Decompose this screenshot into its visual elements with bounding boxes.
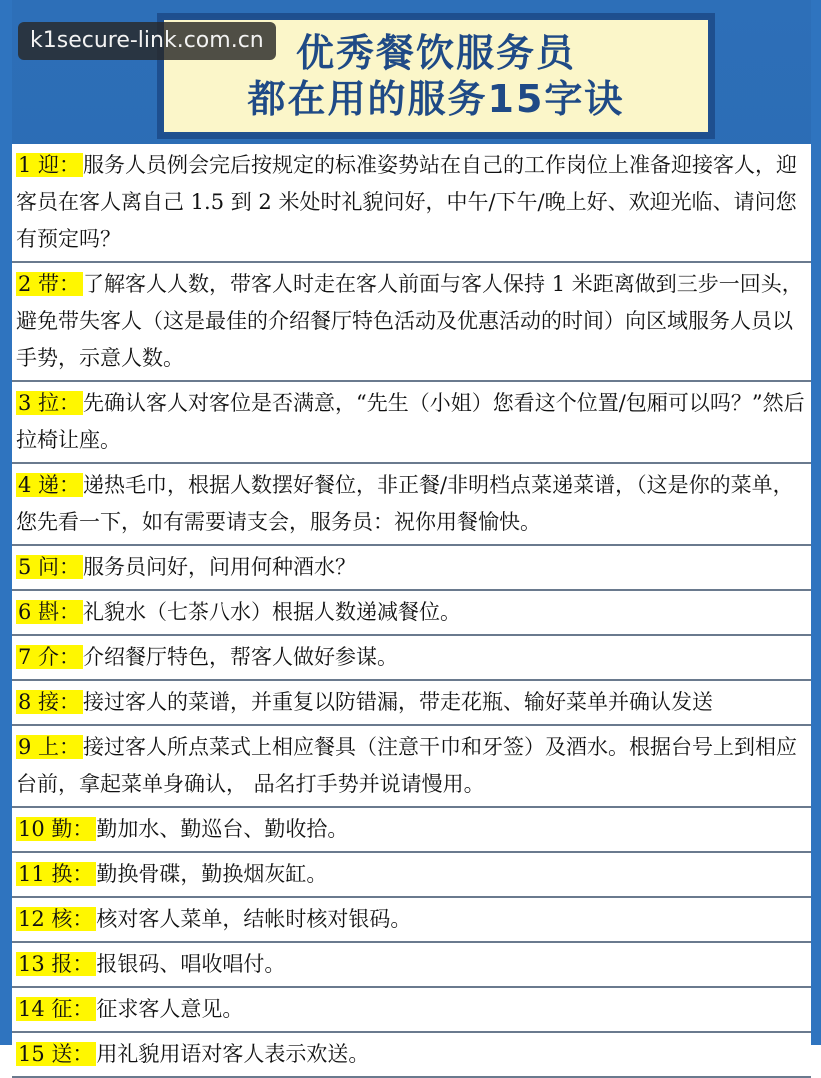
step-4 [12,464,811,546]
step-13 [12,943,811,988]
step-text: 征求客人意见。 [96,997,244,1021]
step-text: 勤加水、勤巡台、勤收拾。 [96,817,349,841]
step-8 [12,681,811,726]
step-text: 先确认客人对客位是否满意，“先生（小姐）您看这个位置/包厢可以吗？”然后拉椅让座。 [16,391,805,452]
step-15 [12,1033,811,1078]
step-label: 1 迎： [16,153,83,177]
step-2 [12,263,811,382]
step-label: 15 送： [16,1042,96,1066]
step-14 [12,988,811,1033]
step-text: 介绍餐厅特色，帮客人做好参谋。 [83,645,399,669]
step-11 [12,853,811,898]
step-label: 10 勤： [16,817,96,841]
step-text: 报银码、唱收唱付。 [96,952,286,976]
step-text: 勤换骨碟，勤换烟灰缸。 [96,862,328,886]
step-text: 接过客人的菜谱，并重复以防错漏，带走花瓶、输好菜单并确认发送 [83,690,714,714]
step-10 [12,808,811,853]
step-label: 5 问： [16,555,83,579]
step-label: 11 换： [16,862,96,886]
watermark-url: k1secure-link.com.cn [18,22,276,60]
step-text: 递热毛巾，根据人数摆好餐位，非正餐/非明档点菜递菜谱，（这是你的菜单，您先看一下，如有需要请支会，服务员：祝你用餐愉快。 [16,473,794,534]
step-label: 7 介： [16,645,83,669]
step-text: 核对客人菜单，结帐时核对银码。 [96,907,412,931]
step-text: 礼貌水（七茶八水）根据人数递减餐位。 [83,600,462,624]
step-label: 9 上： [16,735,83,759]
step-text: 接过客人所点菜式上相应餐具（注意干巾和牙签）及酒水。根据台号上到相应台前，拿起菜单身确认， 品名打手势并说请慢用。 [16,735,798,796]
step-label: 2 带： [16,272,83,296]
step-label: 14 征： [16,997,96,1021]
step-12 [12,898,811,943]
step-text: 服务员问好，问用何种酒水？ [83,555,357,579]
title-line-2: 都在用的服务15字诀 [247,77,625,121]
step-label: 3 拉： [16,391,83,415]
step-1 [12,144,811,263]
step-text: 服务人员例会完后按规定的标准姿势站在自己的工作岗位上准备迎接客人，迎客员在客人离自己 1.5 到 2 米处时礼貌问好，中午/下午/晚上好、欢迎光临、请问您有预定吗？ [16,153,798,251]
step-5 [12,546,811,591]
step-label: 12 核： [16,907,96,931]
step-6 [12,591,811,636]
steps-list [12,144,811,1078]
step-9 [12,726,811,808]
right-frame [811,0,821,1045]
step-7 [12,636,811,681]
step-text: 用礼貌用语对客人表示欢送。 [96,1042,370,1066]
step-3 [12,382,811,464]
step-label: 8 接： [16,690,83,714]
left-frame [0,0,12,1045]
step-label: 13 报： [16,952,96,976]
step-label: 4 递： [16,473,83,497]
title-line-1: 优秀餐饮服务员 [295,31,576,75]
step-label: 6 斟： [16,600,83,624]
step-text: 了解客人人数，带客人时走在客人前面与客人保持 1 米距离做到三步一回头，避免带失客人（这是最佳的介绍餐厅特色活动及优惠活动的时间）向区域服务人员以手势，示意人数。 [16,272,803,370]
